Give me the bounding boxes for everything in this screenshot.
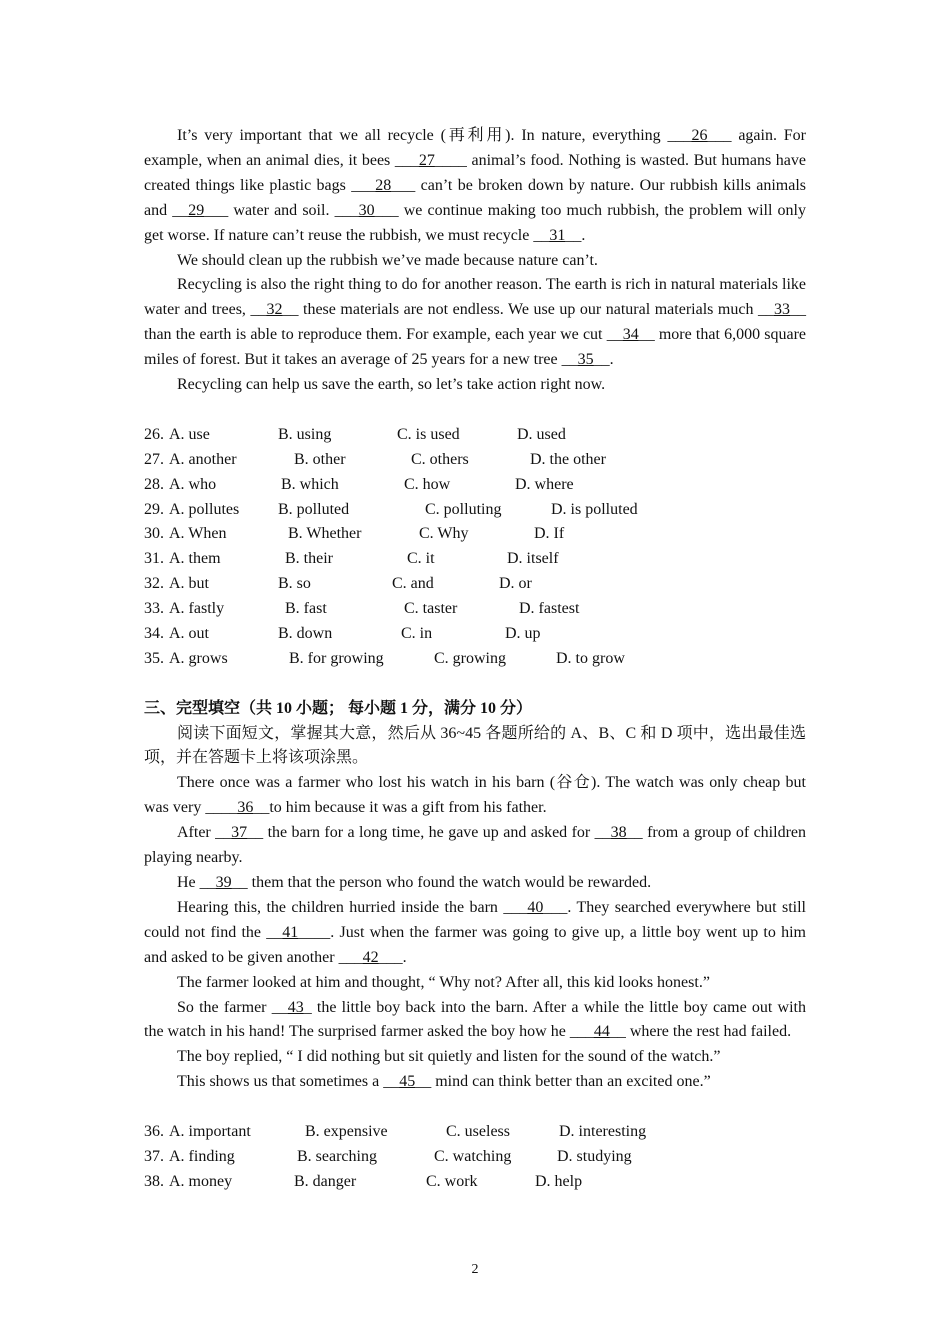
- options-list-36-38: [144, 1120, 806, 1195]
- document-page: [144, 124, 806, 1195]
- option-row: 35. A. grows B. for growing C. growing D. to grow: [144, 649, 625, 667]
- section-heading: 三、完型填空（共 10 小题； 每小题 1 分，满分 10 分）: [144, 699, 533, 717]
- option-row: 36. A. important B. expensive C. useless D. interesting: [144, 1123, 647, 1141]
- passage1-paragraph1: It’s very important that we all recycle (再利用). In nature, everything ___26___ again. For example, when an animal dies, it bees ___27____ animal’s food. Nothing is wasted. But humans have created things like plastic bags ___28___ can’t be broken down by nature. Our rubbish kills animals and __29___ water and soil. ___30___ we continue making too much rubbish, the problem will only get worse. If nature can’t reuse the rubbish, we must recycle __31__.: [144, 127, 807, 244]
- blank-27: ___27____: [394, 151, 467, 169]
- blank-34: __34__: [606, 326, 655, 344]
- options-list-26-35: [144, 423, 806, 672]
- option-row: 38. A. money B. danger C. work D. help: [144, 1172, 583, 1190]
- blank-38: __38__: [594, 824, 643, 842]
- blank-31: __31__: [533, 226, 582, 244]
- option-row: 27. A. another B. other C. others D. the other: [144, 450, 606, 468]
- passage2-paragraph1: There once was a farmer who lost his watch in his barn (谷仓). The watch was only cheap but was very ____36__to him because it was a gift from his father.: [144, 774, 806, 817]
- blank-43: __43_: [271, 998, 312, 1016]
- passage1-paragraph4: Recycling can help us save the earth, so let’s take action right now.: [177, 376, 606, 394]
- blank-42: ___42___: [338, 948, 403, 966]
- blank-41: __41____: [266, 923, 331, 941]
- blank-40: ___40___: [503, 898, 568, 916]
- option-row: 33. A. fastly B. fast C. taster D. fastest: [144, 600, 580, 618]
- passage2-paragraph7: The boy replied, “ I did nothing but sit quietly and listen for the sound of the watch.”: [177, 1048, 721, 1066]
- passage1-paragraph3: Recycling is also the right thing to do for another reason. The earth is rich in natural materials like water and trees, __32__ these materials are not endless. We use up our natural materials much __33__ than the earth is able to reproduce them. For example, each year we cut __34__ more that 6,000 square miles of forest. But it takes an average of 25 years for a new tree __35__.: [144, 276, 807, 369]
- blank-28: ___28___: [351, 176, 416, 194]
- blank-29: __29___: [172, 201, 229, 219]
- option-row: 28. A. who B. which C. how D. where: [144, 475, 574, 493]
- blank-45: __45__: [383, 1073, 432, 1091]
- option-row: 37. A. finding B. searching C. watching D. studying: [144, 1147, 632, 1165]
- blank-32: __32__: [250, 301, 299, 319]
- blank-30: ___30___: [334, 201, 399, 219]
- option-row: 26. A. use B. using C. is used D. used: [144, 425, 566, 443]
- passage1-paragraph2: We should clean up the rubbish we’ve made because nature can’t.: [177, 251, 598, 269]
- blank-39: __39__: [199, 874, 248, 891]
- option-row: 29. A. pollutes B. polluted C. polluting D. is polluted: [144, 500, 638, 518]
- option-row: 30. A. When B. Whether C. Why D. If: [144, 525, 565, 543]
- blank-26: ___26___: [667, 127, 732, 144]
- blank-33: __33__: [758, 301, 806, 319]
- blank-36: ____36__: [205, 799, 270, 817]
- passage2-paragraph6: So the farmer __43_ the little boy back into the barn. After a while the little boy came out with the watch in his hand! The surprised farmer asked the boy how he ___44__ where the rest had failed.: [144, 998, 807, 1041]
- passage2-paragraph3: He __39__ them that the person who found the watch would be rewarded.: [177, 874, 652, 891]
- option-row: 32. A. but B. so C. and D. or: [144, 575, 532, 593]
- blank-37: __37__: [215, 824, 264, 842]
- option-row: 31. A. them B. their C. it D. itself: [144, 550, 559, 568]
- passage2-paragraph4: Hearing this, the children hurried inside the barn ___40___. They searched everywhere but still could not find the __41____. Just when the farmer was going to give up, a little boy went up to him and asked to be given another ___42___.: [144, 898, 807, 966]
- option-row: 34. A. out B. down C. in D. up: [144, 624, 541, 642]
- passage2-paragraph5: The farmer looked at him and thought, “ Why not? After all, this kid looks honest.”: [177, 973, 710, 991]
- page-number: 2: [471, 1262, 479, 1277]
- section-instruction: 阅读下面短文，掌握其大意，然后从 36~45 各题所给的 A、B、C 和 D 项中，选出最佳选项，并在答题卡上将该项涂黑。: [144, 724, 806, 767]
- passage2-paragraph8: This shows us that sometimes a __45__ mind can think better than an excited one.”: [177, 1073, 711, 1091]
- blank-35: __35__: [561, 351, 610, 369]
- passage2-paragraph2: After __37__ the barn for a long time, he gave up and asked for __38__ from a group of children playing nearby.: [144, 824, 807, 867]
- blank-44: ___44__: [569, 1023, 626, 1041]
